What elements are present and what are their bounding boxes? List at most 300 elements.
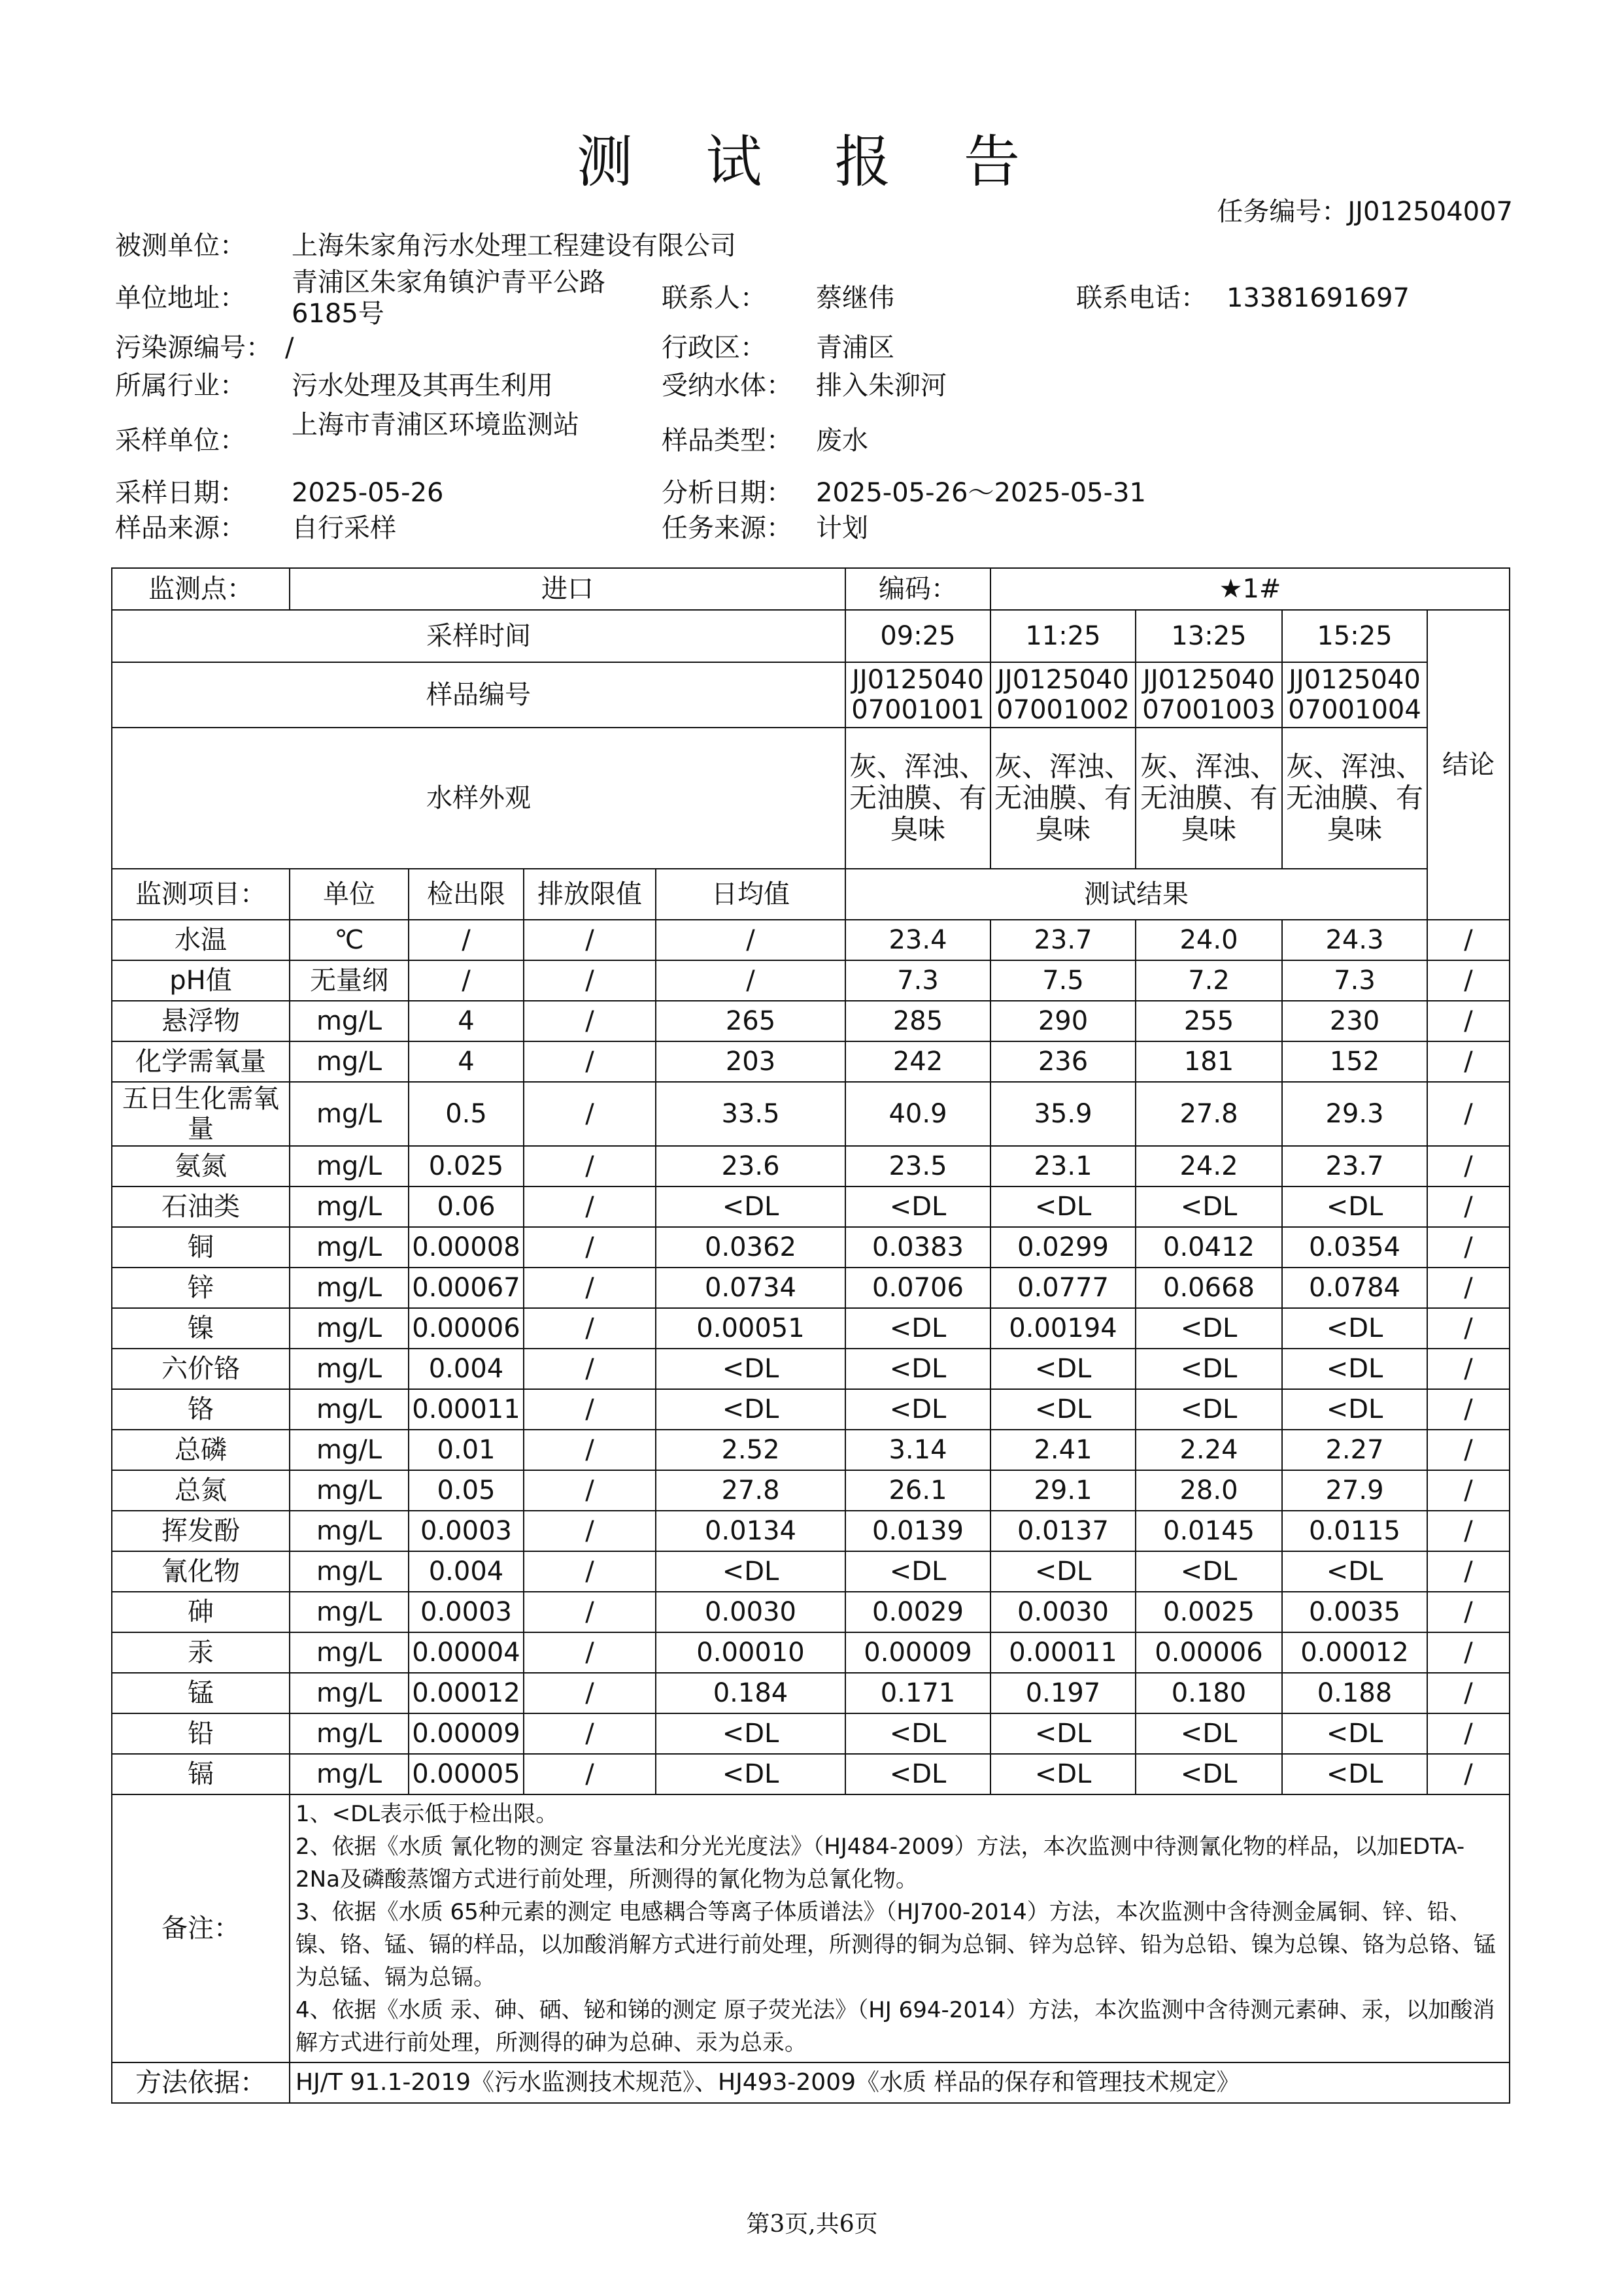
result-cell: 0.0412 xyxy=(1136,1227,1282,1268)
limit-cell: / xyxy=(524,1146,656,1186)
result-cell: 29.3 xyxy=(1282,1082,1427,1146)
limit-cell: / xyxy=(524,1673,656,1713)
limit-cell: / xyxy=(524,1754,656,1794)
water-label: 受纳水体： xyxy=(662,371,792,401)
result-cell: 0.0029 xyxy=(845,1592,990,1632)
sample-time: 09:25 xyxy=(845,610,990,662)
dl-cell: 0.00006 xyxy=(409,1308,524,1349)
sample-id xyxy=(1282,662,1427,728)
unit-cell: mg/L xyxy=(290,1308,409,1349)
conclusion-cell: / xyxy=(1427,1268,1510,1308)
unit-cell: mg/L xyxy=(290,1592,409,1632)
dl-cell: 0.00005 xyxy=(409,1754,524,1794)
dl-cell: 0.004 xyxy=(409,1349,524,1389)
table-row xyxy=(112,1349,1510,1389)
avg-cell: <DL xyxy=(656,1551,845,1592)
avg-cell: 0.0362 xyxy=(656,1227,845,1268)
result-cell: 27.9 xyxy=(1282,1470,1427,1511)
result-cell: <DL xyxy=(1282,1754,1427,1794)
table-row xyxy=(112,1632,1510,1673)
result-cell: 230 xyxy=(1282,1001,1427,1041)
unit-cell: 无量纲 xyxy=(290,960,409,1001)
result-cell: <DL xyxy=(990,1389,1136,1430)
conclusion-cell: / xyxy=(1427,1430,1510,1470)
sample-id-line: 07001002 xyxy=(996,695,1130,725)
item-cell: 铬 xyxy=(112,1389,290,1430)
unit-cell: mg/L xyxy=(290,1430,409,1470)
sampler-value: 上海市青浦区环境监测站 xyxy=(292,410,579,440)
result-cell: 0.197 xyxy=(990,1673,1136,1713)
unit-cell: mg/L xyxy=(290,1001,409,1041)
page-footer: 第3页,共6页 xyxy=(746,2211,878,2238)
unit-cell: mg/L xyxy=(290,1632,409,1673)
result-cell: 0.0115 xyxy=(1282,1511,1427,1551)
conclusion-cell: / xyxy=(1427,1041,1510,1082)
avg-cell: / xyxy=(656,920,845,960)
dl-cell: 0.05 xyxy=(409,1470,524,1511)
table-row xyxy=(112,1389,1510,1430)
result-cell: <DL xyxy=(845,1551,990,1592)
result-cell: <DL xyxy=(1282,1349,1427,1389)
result-cell: 0.0784 xyxy=(1282,1268,1427,1308)
result-cell: 0.00012 xyxy=(1282,1632,1427,1673)
result-cell: 24.0 xyxy=(1136,920,1282,960)
results-table xyxy=(111,567,1510,2104)
item-cell: 总氮 xyxy=(112,1470,290,1511)
result-cell: 0.00194 xyxy=(990,1308,1136,1349)
limit-cell: / xyxy=(524,1308,656,1349)
item-cell: 铅 xyxy=(112,1713,290,1754)
sample-id-line: 07001001 xyxy=(851,695,985,725)
remark-line: 3、依据《水质 65种元素的测定 电感耦合等离子体质谱法》（HJ700-2014）方法，本次监测中含待测金属铜、锌、铅、镍、铬、锰、镉的样品，以加酸消解方式进行前处理，所测得的铜为总铜、锌为总锌、铅为总铅、镍为总镍、铬为总铬、锰为总锰、镉为总镉。 xyxy=(296,1899,1496,1991)
unit-cell: mg/L xyxy=(290,1349,409,1389)
sample-type-label: 样品类型： xyxy=(662,426,792,456)
dl-cell: 0.00009 xyxy=(409,1713,524,1754)
unit-cell: mg/L xyxy=(290,1713,409,1754)
sample-time: 15:25 xyxy=(1282,610,1427,662)
result-cell: <DL xyxy=(845,1754,990,1794)
source-label: 污染源编号： xyxy=(115,333,272,363)
sample-id xyxy=(845,662,990,728)
item-cell: 锌 xyxy=(112,1268,290,1308)
result-cell: 0.0299 xyxy=(990,1227,1136,1268)
item-cell: 五日生化需氧量 xyxy=(112,1082,290,1146)
appearance-label: 水样外观 xyxy=(112,728,845,869)
appearance-value: 灰、浑浊、无油膜、有臭味 xyxy=(990,728,1136,869)
conclusion-cell: / xyxy=(1427,1146,1510,1186)
table-row xyxy=(112,1551,1510,1592)
item-cell: 铜 xyxy=(112,1227,290,1268)
conclusion-cell: / xyxy=(1427,1470,1510,1511)
unit-value: 上海朱家角污水处理工程建设有限公司 xyxy=(292,231,736,261)
table-row xyxy=(112,1268,1510,1308)
result-cell: 24.2 xyxy=(1136,1146,1282,1186)
result-cell: 236 xyxy=(990,1041,1136,1082)
result-cell: 29.1 xyxy=(990,1470,1136,1511)
unit-cell: mg/L xyxy=(290,1268,409,1308)
industry-value: 污水处理及其再生利用 xyxy=(292,371,553,401)
dl-cell: 4 xyxy=(409,1041,524,1082)
table-row xyxy=(112,1713,1510,1754)
unit-cell: mg/L xyxy=(290,1186,409,1227)
source-value: / xyxy=(285,333,294,363)
point-label: 监测点： xyxy=(112,568,290,610)
limit-header: 排放限值 xyxy=(524,869,656,920)
avg-cell: <DL xyxy=(656,1389,845,1430)
sample-time: 11:25 xyxy=(990,610,1136,662)
conclusion-cell: / xyxy=(1427,1632,1510,1673)
item-cell: 氨氮 xyxy=(112,1146,290,1186)
dl-cell: 0.5 xyxy=(409,1082,524,1146)
limit-cell: / xyxy=(524,1001,656,1041)
item-cell: 砷 xyxy=(112,1592,290,1632)
unit-cell: mg/L xyxy=(290,1227,409,1268)
appearance-value: 灰、浑浊、无油膜、有臭味 xyxy=(1282,728,1427,869)
dl-cell: 0.00067 xyxy=(409,1268,524,1308)
unit-header: 单位 xyxy=(290,869,409,920)
results-header: 测试结果 xyxy=(845,869,1427,920)
limit-cell: / xyxy=(524,1041,656,1082)
item-cell: 石油类 xyxy=(112,1186,290,1227)
result-cell: 23.4 xyxy=(845,920,990,960)
result-cell: <DL xyxy=(990,1186,1136,1227)
table-row xyxy=(112,1673,1510,1713)
sample-id-line: 07001004 xyxy=(1288,695,1421,725)
task-source-value: 计划 xyxy=(816,513,868,543)
result-cell: <DL xyxy=(1136,1186,1282,1227)
analysis-date-label: 分析日期： xyxy=(662,478,792,508)
result-cell: 0.0139 xyxy=(845,1511,990,1551)
unit-cell: mg/L xyxy=(290,1041,409,1082)
item-cell: 化学需氧量 xyxy=(112,1041,290,1082)
task-source-label: 任务来源： xyxy=(662,513,792,543)
phone-value: 13381691697 xyxy=(1226,283,1410,313)
phone-label: 联系电话： xyxy=(1076,283,1207,313)
avg-cell: <DL xyxy=(656,1754,845,1794)
item-cell: 悬浮物 xyxy=(112,1001,290,1041)
table-row xyxy=(112,1041,1510,1082)
result-cell: 40.9 xyxy=(845,1082,990,1146)
sample-date-label: 采样日期： xyxy=(115,478,246,508)
result-cell: 2.24 xyxy=(1136,1430,1282,1470)
sample-date-value: 2025-05-26 xyxy=(292,478,444,508)
result-cell: 0.0137 xyxy=(990,1511,1136,1551)
result-cell: 2.41 xyxy=(990,1430,1136,1470)
item-cell: 总磷 xyxy=(112,1430,290,1470)
sample-time-label: 采样时间 xyxy=(112,610,845,662)
result-cell: 0.0354 xyxy=(1282,1227,1427,1268)
result-cell: 26.1 xyxy=(845,1470,990,1511)
result-cell: 27.8 xyxy=(1136,1082,1282,1146)
result-cell: 0.171 xyxy=(845,1673,990,1713)
item-header: 监测项目： xyxy=(112,869,290,920)
dl-cell: 0.00008 xyxy=(409,1227,524,1268)
item-cell: 水温 xyxy=(112,920,290,960)
result-cell: 0.0777 xyxy=(990,1268,1136,1308)
dl-cell: / xyxy=(409,960,524,1001)
avg-cell: <DL xyxy=(656,1349,845,1389)
sample-id-label: 样品编号 xyxy=(112,662,845,728)
item-cell: 氰化物 xyxy=(112,1551,290,1592)
result-cell: 0.180 xyxy=(1136,1673,1282,1713)
conclusion-cell: / xyxy=(1427,1389,1510,1430)
appearance-value: 灰、浑浊、无油膜、有臭味 xyxy=(1136,728,1282,869)
result-cell: 285 xyxy=(845,1001,990,1041)
avg-cell: / xyxy=(656,960,845,1001)
avg-cell: 27.8 xyxy=(656,1470,845,1511)
dl-cell: 0.025 xyxy=(409,1146,524,1186)
limit-cell: / xyxy=(524,1430,656,1470)
avg-cell: 0.0030 xyxy=(656,1592,845,1632)
table-row xyxy=(112,1082,1510,1146)
table-row xyxy=(112,920,1510,960)
result-cell: 24.3 xyxy=(1282,920,1427,960)
unit-cell: ℃ xyxy=(290,920,409,960)
avg-cell: 0.00051 xyxy=(656,1308,845,1349)
code-label: 编码： xyxy=(845,568,990,610)
result-cell: 0.0706 xyxy=(845,1268,990,1308)
result-cell: <DL xyxy=(1282,1308,1427,1349)
unit-label: 被测单位： xyxy=(115,231,246,261)
result-cell: 28.0 xyxy=(1136,1470,1282,1511)
table-row xyxy=(112,1470,1510,1511)
point-value: 进口 xyxy=(290,568,845,610)
table-row xyxy=(112,1001,1510,1041)
sample-id xyxy=(990,662,1136,728)
avg-cell: <DL xyxy=(656,1186,845,1227)
item-cell: 六价铬 xyxy=(112,1349,290,1389)
address-value: 青浦区朱家角镇沪青平公路6185号 xyxy=(292,267,605,329)
avg-cell: 23.6 xyxy=(656,1146,845,1186)
method-label: 方法依据： xyxy=(112,2062,290,2103)
appearance-value: 灰、浑浊、无油膜、有臭味 xyxy=(845,728,990,869)
result-cell: 2.27 xyxy=(1282,1430,1427,1470)
conclusion-cell: / xyxy=(1427,1673,1510,1713)
item-cell: pH值 xyxy=(112,960,290,1001)
table-row xyxy=(112,1146,1510,1186)
avg-cell: 0.0134 xyxy=(656,1511,845,1551)
result-cell: 0.00011 xyxy=(990,1632,1136,1673)
result-cell: <DL xyxy=(845,1308,990,1349)
conclusion-cell: / xyxy=(1427,1592,1510,1632)
limit-cell: / xyxy=(524,1511,656,1551)
dl-header: 检出限 xyxy=(409,869,524,920)
item-cell: 挥发酚 xyxy=(112,1511,290,1551)
item-cell: 镉 xyxy=(112,1754,290,1794)
remark-line: 4、依据《水质 汞、砷、硒、铋和锑的测定 原子荧光法》（HJ 694-2014）方法，本次监测中含待测元素砷、汞，以加酸消解方式进行前处理，所测得的砷为总砷、汞为总汞。 xyxy=(296,1997,1495,2056)
result-cell: <DL xyxy=(990,1754,1136,1794)
unit-cell: mg/L xyxy=(290,1511,409,1551)
limit-cell: / xyxy=(524,1551,656,1592)
result-cell: <DL xyxy=(845,1713,990,1754)
unit-cell: mg/L xyxy=(290,1470,409,1511)
result-cell: 0.188 xyxy=(1282,1673,1427,1713)
avg-cell: 0.184 xyxy=(656,1673,845,1713)
result-cell: 181 xyxy=(1136,1041,1282,1082)
water-value: 排入朱泖河 xyxy=(816,371,947,401)
limit-cell: / xyxy=(524,1268,656,1308)
result-cell: <DL xyxy=(1136,1389,1282,1430)
result-cell: 152 xyxy=(1282,1041,1427,1082)
table-row xyxy=(112,1430,1510,1470)
result-cell: <DL xyxy=(1136,1308,1282,1349)
result-cell: 0.0025 xyxy=(1136,1592,1282,1632)
conclusion-cell: / xyxy=(1427,1308,1510,1349)
result-cell: <DL xyxy=(1136,1349,1282,1389)
origin-label: 样品来源： xyxy=(115,513,246,543)
result-cell: 7.3 xyxy=(1282,960,1427,1001)
task-number: 任务编号：JJ012504007 xyxy=(1217,197,1513,227)
dl-cell: 0.01 xyxy=(409,1430,524,1470)
result-cell: 0.0383 xyxy=(845,1227,990,1268)
dl-cell: 4 xyxy=(409,1001,524,1041)
conclusion-cell: / xyxy=(1427,1551,1510,1592)
unit-cell: mg/L xyxy=(290,1389,409,1430)
result-cell: <DL xyxy=(990,1713,1136,1754)
dl-cell: 0.0003 xyxy=(409,1592,524,1632)
result-cell: 7.3 xyxy=(845,960,990,1001)
analysis-date-value: 2025-05-26～2025-05-31 xyxy=(816,478,1146,508)
dl-cell: 0.004 xyxy=(409,1551,524,1592)
limit-cell: / xyxy=(524,1349,656,1389)
unit-cell: mg/L xyxy=(290,1146,409,1186)
result-cell: 7.5 xyxy=(990,960,1136,1001)
result-cell: <DL xyxy=(845,1186,990,1227)
conclusion-cell: / xyxy=(1427,1082,1510,1146)
result-cell: <DL xyxy=(1136,1754,1282,1794)
result-cell: <DL xyxy=(990,1349,1136,1389)
item-cell: 锰 xyxy=(112,1673,290,1713)
conclusion-cell: / xyxy=(1427,960,1510,1001)
result-cell: <DL xyxy=(1282,1713,1427,1754)
conclusion-cell: / xyxy=(1427,1227,1510,1268)
limit-cell: / xyxy=(524,1632,656,1673)
avg-cell: 2.52 xyxy=(656,1430,845,1470)
avg-cell: <DL xyxy=(656,1713,845,1754)
sample-id-line: JJ0125040 xyxy=(1143,665,1275,695)
remarks-text xyxy=(290,1794,1510,2062)
result-cell: 242 xyxy=(845,1041,990,1082)
avg-cell: 0.00010 xyxy=(656,1632,845,1673)
dl-cell: 0.00012 xyxy=(409,1673,524,1713)
result-cell: 0.0145 xyxy=(1136,1511,1282,1551)
sample-id-line: JJ0125040 xyxy=(852,665,984,695)
table-row xyxy=(112,960,1510,1001)
avg-cell: 33.5 xyxy=(656,1082,845,1146)
remark-line: 2、依据《水质 氰化物的测定 容量法和分光光度法》（HJ484-2009）方法，本次监测中待测氰化物的样品，以加EDTA-2Na及磷酸蒸馏方式进行前处理，所测得的氰化物为总氰化物。 xyxy=(296,1834,1465,1893)
district-label: 行政区： xyxy=(662,333,766,363)
result-cell: <DL xyxy=(1282,1389,1427,1430)
avg-cell: 0.0734 xyxy=(656,1268,845,1308)
limit-cell: / xyxy=(524,960,656,1001)
limit-cell: / xyxy=(524,1227,656,1268)
conclusion-cell: / xyxy=(1427,920,1510,960)
conclusion-cell: / xyxy=(1427,1754,1510,1794)
dl-cell: 0.00004 xyxy=(409,1632,524,1673)
sample-id xyxy=(1136,662,1282,728)
result-cell: 3.14 xyxy=(845,1430,990,1470)
table-row xyxy=(112,1511,1510,1551)
dl-cell: 0.0003 xyxy=(409,1511,524,1551)
result-cell: <DL xyxy=(845,1389,990,1430)
limit-cell: / xyxy=(524,1389,656,1430)
origin-value: 自行采样 xyxy=(292,513,396,543)
method-value: HJ/T 91.1-2019《污水监测技术规范》、HJ493-2009《水质 样品的保存和管理技术规定》 xyxy=(290,2062,1510,2103)
result-cell: 0.00006 xyxy=(1136,1632,1282,1673)
result-cell: 23.7 xyxy=(1282,1146,1427,1186)
result-cell: 0.00009 xyxy=(845,1632,990,1673)
dl-cell: 0.06 xyxy=(409,1186,524,1227)
result-cell: <DL xyxy=(1282,1551,1427,1592)
contact-label: 联系人： xyxy=(662,283,766,313)
address-label: 单位地址： xyxy=(115,283,246,313)
limit-cell: / xyxy=(524,920,656,960)
code-value: ★1# xyxy=(990,568,1510,610)
sample-id-line: 07001003 xyxy=(1142,695,1276,725)
avg-header: 日均值 xyxy=(656,869,845,920)
table-row xyxy=(112,1308,1510,1349)
industry-label: 所属行业： xyxy=(115,371,246,401)
conclusion-cell: / xyxy=(1427,1511,1510,1551)
result-cell: 23.1 xyxy=(990,1146,1136,1186)
remarks-label: 备注： xyxy=(112,1794,290,2062)
limit-cell: / xyxy=(524,1592,656,1632)
conclusion-cell: / xyxy=(1427,1001,1510,1041)
result-cell: <DL xyxy=(1282,1186,1427,1227)
sample-id-line: JJ0125040 xyxy=(1289,665,1421,695)
result-cell: 23.5 xyxy=(845,1146,990,1186)
result-cell: <DL xyxy=(990,1551,1136,1592)
dl-cell: 0.00011 xyxy=(409,1389,524,1430)
conclusion-header: 结论 xyxy=(1427,610,1510,920)
sample-id-line: JJ0125040 xyxy=(997,665,1129,695)
sample-type-value: 废水 xyxy=(816,426,868,456)
remark-line: 1、<DL表示低于检出限。 xyxy=(296,1801,558,1827)
contact-value: 蔡继伟 xyxy=(816,283,894,313)
table-row xyxy=(112,1186,1510,1227)
result-cell: <DL xyxy=(1136,1713,1282,1754)
result-cell: <DL xyxy=(1136,1551,1282,1592)
result-cell: <DL xyxy=(845,1349,990,1389)
result-cell: 255 xyxy=(1136,1001,1282,1041)
unit-cell: mg/L xyxy=(290,1082,409,1146)
table-row xyxy=(112,1227,1510,1268)
result-cell: 0.0668 xyxy=(1136,1268,1282,1308)
result-cell: 35.9 xyxy=(990,1082,1136,1146)
result-cell: 7.2 xyxy=(1136,960,1282,1001)
report-title: 测 试 报 告 xyxy=(576,129,1047,195)
unit-cell: mg/L xyxy=(290,1754,409,1794)
result-cell: 0.0030 xyxy=(990,1592,1136,1632)
avg-cell: 265 xyxy=(656,1001,845,1041)
conclusion-cell: / xyxy=(1427,1186,1510,1227)
sampler-label: 采样单位： xyxy=(115,426,246,456)
limit-cell: / xyxy=(524,1713,656,1754)
table-row xyxy=(112,1754,1510,1794)
item-cell: 汞 xyxy=(112,1632,290,1673)
limit-cell: / xyxy=(524,1082,656,1146)
avg-cell: 203 xyxy=(656,1041,845,1082)
result-cell: 0.0035 xyxy=(1282,1592,1427,1632)
limit-cell: / xyxy=(524,1186,656,1227)
result-cell: 290 xyxy=(990,1001,1136,1041)
limit-cell: / xyxy=(524,1470,656,1511)
sample-time: 13:25 xyxy=(1136,610,1282,662)
unit-cell: mg/L xyxy=(290,1551,409,1592)
table-row xyxy=(112,1592,1510,1632)
unit-cell: mg/L xyxy=(290,1673,409,1713)
item-cell: 镍 xyxy=(112,1308,290,1349)
